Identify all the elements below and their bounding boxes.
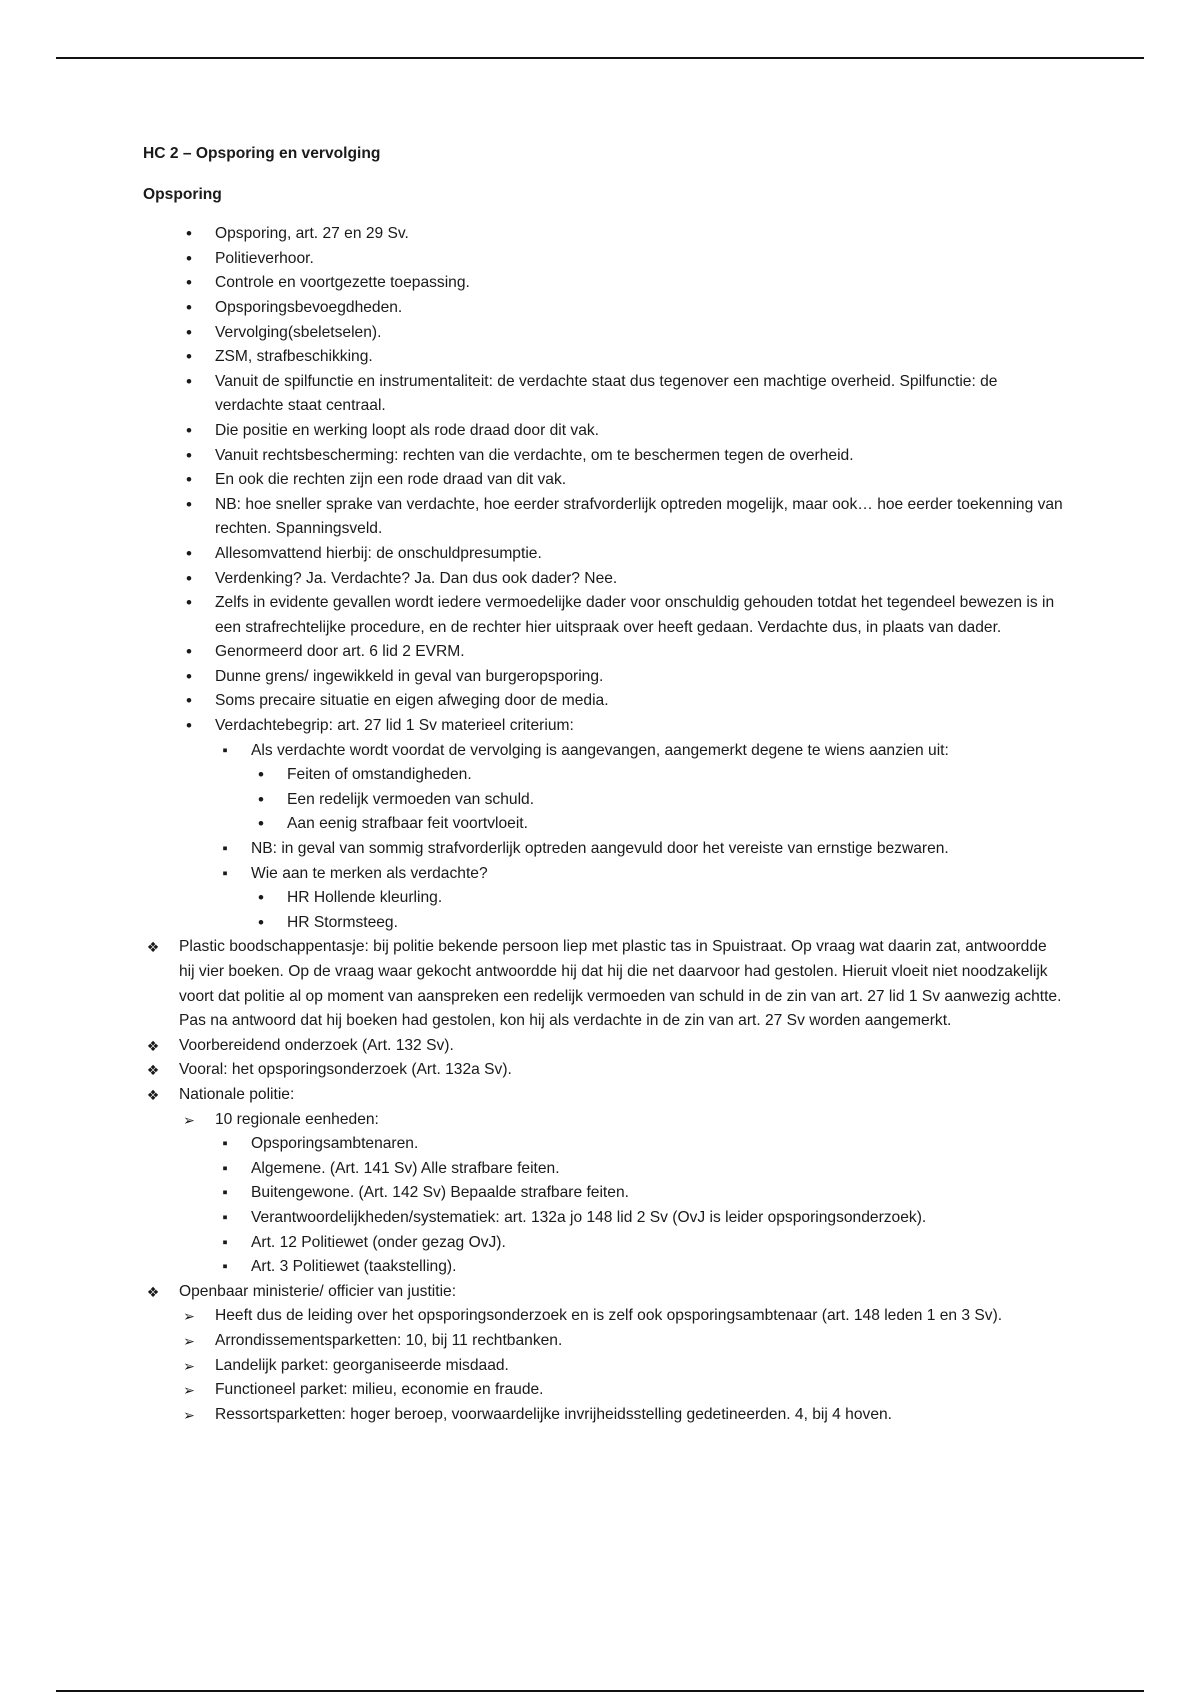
list-item [143, 1034, 1063, 1059]
bullet-icon [179, 321, 199, 347]
list-item [143, 591, 1063, 640]
list-item-text: Zelfs in evidente gevallen wordt iedere vermoedelijke dader voor onschuldig gehouden totdat het tegendeel bewezen is in een strafrechtelijke procedure, en de rechter hier uitspraak over heeft gedaan. Verdachte dus, in plaats van dader. [215, 594, 1055, 636]
list-item-text: Openbaar ministerie/ officier van justitie: [179, 1282, 457, 1300]
list-item [143, 444, 1063, 469]
criteria-list [143, 763, 1063, 837]
list-item-text: Vervolging(sbeletselen). [215, 323, 382, 341]
square-bullet-icon [215, 1255, 235, 1280]
diamond-list [143, 1280, 1063, 1305]
header-rule [56, 57, 1144, 59]
om-list [143, 1304, 1063, 1427]
list-item-text: Opsporingsambtenaren. [251, 1135, 419, 1153]
list-item-text: Art. 3 Politiewet (taakstelling). [251, 1258, 457, 1276]
bullet-icon [179, 222, 199, 248]
list-item-text: Genormeerd door art. 6 lid 2 EVRM. [215, 643, 465, 661]
bullet-icon [179, 591, 199, 617]
bullet-icon [251, 788, 271, 814]
list-item-text: 10 regionale eenheden: [215, 1110, 379, 1128]
list-item [143, 1378, 1063, 1403]
arrow-bullet-icon [179, 1378, 199, 1404]
square-bullet-icon [215, 1132, 235, 1157]
list-item [143, 739, 1063, 764]
list-item [143, 296, 1063, 321]
diamond-list [143, 935, 1063, 1107]
bullet-icon [179, 493, 199, 519]
arrow-bullet-icon [179, 1354, 199, 1380]
list-item [143, 1206, 1063, 1231]
list-item-text: Opsporingsbevoegdheden. [215, 298, 403, 316]
bullet-icon [179, 271, 199, 297]
list-item [143, 862, 1063, 887]
diamond-bullet-icon [143, 935, 163, 961]
bullet-icon [179, 542, 199, 568]
list-item [143, 1132, 1063, 1157]
list-item-text: Allesomvattend hierbij: de onschuldpresumptie. [215, 544, 542, 562]
list-item [143, 689, 1063, 714]
bullet-icon [179, 468, 199, 494]
list-item [143, 935, 1063, 1033]
bullet-icon [179, 370, 199, 396]
list-item [143, 1058, 1063, 1083]
list-item-text: NB: in geval van sommig strafvorderlijk optreden aangevuld door het vereiste van ernstige bezwaren. [251, 840, 949, 858]
document-body [143, 142, 1063, 1427]
list-item [143, 640, 1063, 665]
diamond-bullet-icon [143, 1058, 163, 1084]
bullet-icon [251, 886, 271, 912]
cases-list [143, 886, 1063, 935]
bullet-icon [179, 247, 199, 273]
bullet-icon [179, 419, 199, 445]
arrow-bullet-icon [179, 1403, 199, 1429]
list-item-text: Vooral: het opsporingsonderzoek (Art. 132a Sv). [179, 1061, 512, 1079]
list-item-text: Ressortsparketten: hoger beroep, voorwaardelijke invrijheidsstelling gedetineerden. 4, bij 4 hoven. [215, 1405, 892, 1423]
bullet-icon [179, 345, 199, 371]
list-item-text: Vanuit rechtsbescherming: rechten van die verdachte, om te beschermen tegen de overheid. [215, 446, 854, 464]
list-item [143, 1083, 1063, 1108]
list-item-text: Art. 12 Politiewet (onder gezag OvJ). [251, 1233, 506, 1251]
section-heading: Opsporing [143, 185, 222, 203]
list-item-text: Heeft dus de leiding over het opsporingsonderzoek en is zelf ook opsporingsambtenaar (art. 148 leden 1 en 3 Sv). [215, 1307, 1003, 1325]
diamond-bullet-icon [143, 1034, 163, 1060]
square-bullet-icon [215, 739, 235, 764]
list-item [143, 1231, 1063, 1256]
list-item [143, 222, 1063, 247]
list-item [143, 911, 1063, 936]
square-bullet-icon [215, 837, 235, 862]
square-bullet-icon [215, 1181, 235, 1206]
list-item-text: Dunne grens/ ingewikkeld in geval van burgeropsporing. [215, 667, 604, 685]
list-item [143, 1181, 1063, 1206]
list-item [143, 1304, 1063, 1329]
square-bullet-icon [215, 1206, 235, 1231]
verdachte-sublist [143, 837, 1063, 886]
list-item [143, 419, 1063, 444]
list-item [143, 714, 1063, 739]
list-item-text: Controle en voortgezette toepassing. [215, 274, 470, 292]
list-item-text: Opsporing, art. 27 en 29 Sv. [215, 225, 409, 243]
list-item [143, 1354, 1063, 1379]
bullet-icon [251, 911, 271, 937]
list-item [143, 1108, 1063, 1133]
list-item [143, 468, 1063, 493]
bullet-icon [179, 444, 199, 470]
list-item-text: Politieverhoor. [215, 249, 314, 267]
arrow-bullet-icon [179, 1304, 199, 1330]
list-item-text: NB: hoe sneller sprake van verdachte, hoe eerder strafvorderlijk optreden mogelijk, maar ook… hoe eerder toekenning van rechten. Spanningsveld. [215, 495, 1063, 538]
list-item [143, 1280, 1063, 1305]
list-item-text: Buitengewone. (Art. 142 Sv) Bepaalde strafbare feiten. [251, 1184, 629, 1202]
list-item [143, 763, 1063, 788]
square-bullet-icon [215, 1157, 235, 1182]
list-item-text: Aan eenig strafbaar feit voortvloeit. [287, 815, 528, 833]
list-item-text: En ook die rechten zijn een rode draad van dit vak. [215, 471, 567, 489]
list-item-text: Die positie en werking loopt als rode draad door dit vak. [215, 421, 599, 439]
list-item [143, 370, 1063, 419]
bullet-icon [179, 689, 199, 715]
list-item-text: Verdachtebegrip: art. 27 lid 1 Sv materieel criterium: [215, 717, 574, 735]
bullet-icon [251, 763, 271, 789]
list-item-text: Feiten of omstandigheden. [287, 766, 472, 784]
verdachte-sublist [143, 739, 1063, 764]
politie-sublist [143, 1132, 1063, 1280]
list-item-text: HR Hollende kleurling. [287, 889, 443, 907]
bullet-icon [251, 812, 271, 838]
list-item-text: Als verdachte wordt voordat de vervolging is aangevangen, aangemerkt degene te wiens aanzien uit: [251, 741, 949, 759]
list-item [143, 837, 1063, 862]
list-item [143, 247, 1063, 272]
list-item [143, 886, 1063, 911]
list-item-text: Nationale politie: [179, 1085, 295, 1103]
list-item [143, 345, 1063, 370]
square-bullet-icon [215, 1231, 235, 1256]
list-item-text: Wie aan te merken als verdachte? [251, 864, 488, 882]
list-item [143, 812, 1063, 837]
list-item-text: Vanuit de spilfunctie en instrumentaliteit: de verdachte staat dus tegenover een machtige overheid. Spilfunctie: de verdachte staat centraal. [215, 372, 998, 415]
bullet-list [143, 222, 1063, 738]
list-item [143, 493, 1063, 542]
diamond-bullet-icon [143, 1083, 163, 1109]
footer-rule [56, 1690, 1144, 1692]
bullet-icon [179, 640, 199, 666]
list-item [143, 1255, 1063, 1280]
list-item [143, 1157, 1063, 1182]
list-item [143, 788, 1063, 813]
list-item [143, 542, 1063, 567]
list-item-text: Arrondissementsparketten: 10, bij 11 rechtbanken. [215, 1331, 563, 1349]
list-item-text: Functioneel parket: milieu, economie en fraude. [215, 1381, 544, 1399]
arrow-bullet-icon [179, 1329, 199, 1355]
list-item-text: Landelijk parket: georganiseerde misdaad. [215, 1356, 509, 1374]
list-item-text: ZSM, strafbeschikking. [215, 348, 373, 366]
list-item [143, 321, 1063, 346]
list-item [143, 665, 1063, 690]
list-item-text: Verdenking? Ja. Verdachte? Ja. Dan dus ook dader? Nee. [215, 569, 618, 587]
list-item [143, 1403, 1063, 1428]
list-item [143, 567, 1063, 592]
list-item-text: Algemene. (Art. 141 Sv) Alle strafbare feiten. [251, 1159, 560, 1177]
politie-list [143, 1108, 1063, 1133]
diamond-bullet-icon [143, 1280, 163, 1306]
list-item [143, 271, 1063, 296]
document-title: HC 2 – Opsporing en vervolging [143, 145, 381, 162]
bullet-icon [179, 714, 199, 740]
list-item-text: Voorbereidend onderzoek (Art. 132 Sv). [179, 1036, 454, 1054]
list-item-text: Een redelijk vermoeden van schuld. [287, 790, 535, 808]
bullet-icon [179, 296, 199, 322]
list-item-text: Plastic boodschappentasje: bij politie bekende persoon liep met plastic tas in Spuistraat. Op vraag wat daarin zat, antwoordde hij vier boeken. Op de vraag waar gekocht antwoordde hij dat hij die net daarvoor had gestolen. Hieruit vloeit niet noodzakelijk voort dat politie al op moment van aanspreken een redelijk vermoeden van schuld in de zin van art. 27 lid 1 Sv aanwezig achtte. Pas na antwoord dat hij boeken had gestolen, kon hij als verdachte in de zin van art. 27 Sv worden aangemerkt. [179, 938, 1062, 1030]
list-item-text: HR Stormsteeg. [287, 913, 398, 931]
arrow-bullet-icon [179, 1108, 199, 1134]
list-item-text: Verantwoordelijkheden/systematiek: art. 132a jo 148 lid 2 Sv (OvJ is leider opsporingsonderzoek). [251, 1208, 927, 1226]
list-item-text: Soms precaire situatie en eigen afweging door de media. [215, 692, 609, 710]
list-item [143, 1329, 1063, 1354]
bullet-icon [179, 665, 199, 691]
square-bullet-icon [215, 862, 235, 887]
bullet-icon [179, 567, 199, 593]
